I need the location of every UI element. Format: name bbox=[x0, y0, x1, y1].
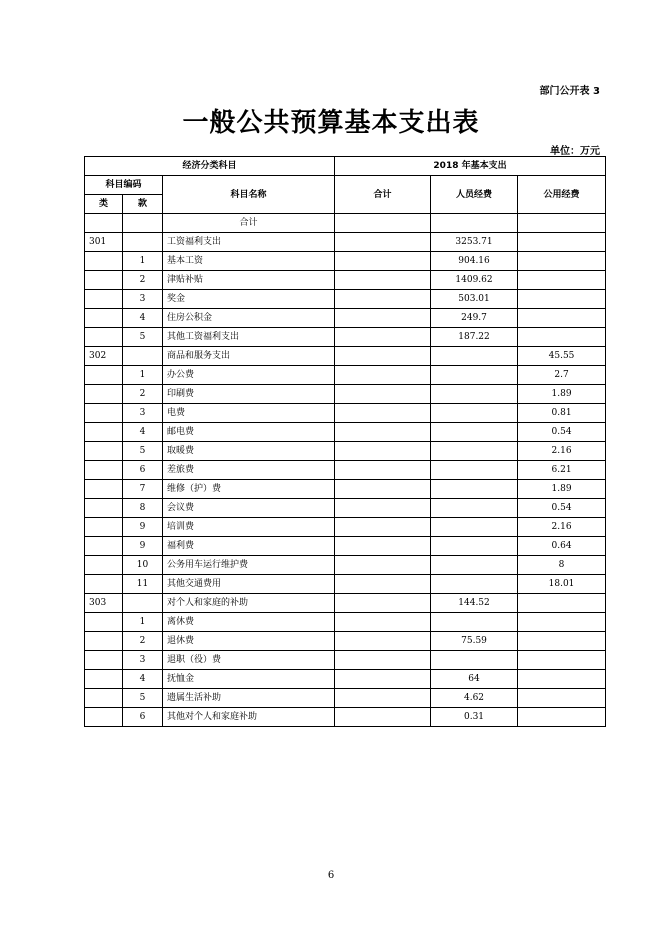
cell-kuan: 3 bbox=[123, 404, 163, 423]
cell-public bbox=[518, 233, 606, 252]
cell-kuan: 5 bbox=[123, 689, 163, 708]
cell-name: 电费 bbox=[163, 404, 335, 423]
cell-kuan: 8 bbox=[123, 499, 163, 518]
cell-personnel bbox=[431, 480, 518, 499]
cell-name: 抚恤金 bbox=[163, 670, 335, 689]
cell-total bbox=[335, 499, 431, 518]
cell-personnel: 3253.71 bbox=[431, 233, 518, 252]
cell-public: 0.54 bbox=[518, 423, 606, 442]
cell-personnel: 4.62 bbox=[431, 689, 518, 708]
table-row bbox=[85, 290, 606, 309]
cell-total bbox=[335, 537, 431, 556]
table-tag: 部门公开表 3 bbox=[539, 86, 600, 97]
cell-kuan: 4 bbox=[123, 670, 163, 689]
table-row bbox=[85, 575, 606, 594]
cell-public bbox=[518, 309, 606, 328]
cell-personnel: 503.01 bbox=[431, 290, 518, 309]
cell-kuan bbox=[123, 233, 163, 252]
cell-lei bbox=[85, 290, 123, 309]
cell-public bbox=[518, 290, 606, 309]
cell-total bbox=[335, 347, 431, 366]
cell-personnel bbox=[431, 404, 518, 423]
cell-name: 取暖费 bbox=[163, 442, 335, 461]
cell-personnel: 64 bbox=[431, 670, 518, 689]
table-row bbox=[85, 328, 606, 347]
cell-personnel bbox=[431, 347, 518, 366]
cell-total bbox=[335, 423, 431, 442]
table-row bbox=[85, 461, 606, 480]
header-kuan: 款 bbox=[123, 195, 163, 214]
cell-total bbox=[335, 366, 431, 385]
header-code: 科目编码 bbox=[85, 176, 163, 195]
cell-total bbox=[335, 670, 431, 689]
cell-public bbox=[518, 252, 606, 271]
cell-kuan: 2 bbox=[123, 385, 163, 404]
table-row bbox=[85, 309, 606, 328]
cell-total bbox=[335, 290, 431, 309]
cell-personnel bbox=[431, 366, 518, 385]
table-row bbox=[85, 651, 606, 670]
cell-kuan: 4 bbox=[123, 423, 163, 442]
cell-name: 退职（役）费 bbox=[163, 651, 335, 670]
table-row bbox=[85, 271, 606, 290]
cell-personnel: 249.7 bbox=[431, 309, 518, 328]
cell-personnel: 75.59 bbox=[431, 632, 518, 651]
cell-kuan: 11 bbox=[123, 575, 163, 594]
cell-total bbox=[335, 480, 431, 499]
cell-public: 2.16 bbox=[518, 442, 606, 461]
table-row bbox=[85, 670, 606, 689]
cell-lei bbox=[85, 632, 123, 651]
total-total bbox=[335, 214, 431, 233]
cell-personnel: 904.16 bbox=[431, 252, 518, 271]
table-row bbox=[85, 442, 606, 461]
cell-lei bbox=[85, 252, 123, 271]
header-total: 合计 bbox=[335, 176, 431, 214]
cell-personnel: 1409.62 bbox=[431, 271, 518, 290]
cell-total bbox=[335, 689, 431, 708]
cell-name: 福利费 bbox=[163, 537, 335, 556]
table-row bbox=[85, 518, 606, 537]
cell-kuan: 3 bbox=[123, 651, 163, 670]
cell-lei bbox=[85, 309, 123, 328]
cell-lei: 301 bbox=[85, 233, 123, 252]
cell-kuan: 1 bbox=[123, 613, 163, 632]
cell-name: 会议费 bbox=[163, 499, 335, 518]
cell-personnel bbox=[431, 613, 518, 632]
cell-name: 差旅费 bbox=[163, 461, 335, 480]
cell-lei bbox=[85, 385, 123, 404]
cell-personnel bbox=[431, 651, 518, 670]
cell-public bbox=[518, 708, 606, 727]
cell-name: 工资福利支出 bbox=[163, 233, 335, 252]
cell-public bbox=[518, 328, 606, 347]
header-public: 公用经费 bbox=[518, 176, 606, 214]
cell-total bbox=[335, 328, 431, 347]
cell-name: 印刷费 bbox=[163, 385, 335, 404]
budget-table bbox=[84, 156, 606, 727]
cell-total bbox=[335, 271, 431, 290]
cell-total bbox=[335, 651, 431, 670]
cell-public: 0.81 bbox=[518, 404, 606, 423]
cell-name: 维修（护）费 bbox=[163, 480, 335, 499]
table-row bbox=[85, 385, 606, 404]
cell-public: 2.7 bbox=[518, 366, 606, 385]
table-row bbox=[85, 252, 606, 271]
cell-lei bbox=[85, 708, 123, 727]
cell-public bbox=[518, 651, 606, 670]
cell-personnel bbox=[431, 537, 518, 556]
cell-total bbox=[335, 404, 431, 423]
cell-kuan: 2 bbox=[123, 632, 163, 651]
table-row bbox=[85, 556, 606, 575]
table-row bbox=[85, 423, 606, 442]
cell-kuan: 5 bbox=[123, 328, 163, 347]
cell-lei bbox=[85, 651, 123, 670]
cell-name: 其他对个人和家庭补助 bbox=[163, 708, 335, 727]
cell-kuan: 9 bbox=[123, 537, 163, 556]
cell-lei bbox=[85, 404, 123, 423]
table-row bbox=[85, 366, 606, 385]
table-row bbox=[85, 404, 606, 423]
table-row bbox=[85, 347, 606, 366]
cell-personnel bbox=[431, 575, 518, 594]
cell-kuan: 3 bbox=[123, 290, 163, 309]
cell-public: 1.89 bbox=[518, 385, 606, 404]
page-title: 一般公共预算基本支出表 bbox=[182, 108, 480, 138]
cell-personnel bbox=[431, 442, 518, 461]
cell-lei: 302 bbox=[85, 347, 123, 366]
cell-name: 退休费 bbox=[163, 632, 335, 651]
cell-public bbox=[518, 613, 606, 632]
cell-kuan: 10 bbox=[123, 556, 163, 575]
total-row bbox=[85, 214, 606, 233]
cell-lei bbox=[85, 613, 123, 632]
cell-public: 2.16 bbox=[518, 518, 606, 537]
cell-name: 离休费 bbox=[163, 613, 335, 632]
header-year-spend: 2018 年基本支出 bbox=[335, 157, 606, 176]
cell-kuan: 1 bbox=[123, 366, 163, 385]
cell-kuan bbox=[123, 347, 163, 366]
cell-name: 办公费 bbox=[163, 366, 335, 385]
cell-kuan: 5 bbox=[123, 442, 163, 461]
cell-public: 0.54 bbox=[518, 499, 606, 518]
cell-name: 住房公积金 bbox=[163, 309, 335, 328]
cell-public: 6.21 bbox=[518, 461, 606, 480]
cell-public: 8 bbox=[518, 556, 606, 575]
cell-kuan: 1 bbox=[123, 252, 163, 271]
cell-total bbox=[335, 233, 431, 252]
cell-personnel bbox=[431, 423, 518, 442]
cell-lei bbox=[85, 575, 123, 594]
cell-name: 商品和服务支出 bbox=[163, 347, 335, 366]
cell-name: 邮电费 bbox=[163, 423, 335, 442]
cell-lei bbox=[85, 423, 123, 442]
cell-lei bbox=[85, 518, 123, 537]
total-public bbox=[518, 214, 606, 233]
header-econ-class: 经济分类科目 bbox=[85, 157, 335, 176]
cell-total bbox=[335, 461, 431, 480]
table-row bbox=[85, 537, 606, 556]
cell-public bbox=[518, 689, 606, 708]
total-label: 合计 bbox=[163, 214, 335, 233]
cell-kuan: 2 bbox=[123, 271, 163, 290]
cell-kuan: 6 bbox=[123, 461, 163, 480]
cell-total bbox=[335, 594, 431, 613]
cell-lei bbox=[85, 461, 123, 480]
cell-name: 公务用车运行维护费 bbox=[163, 556, 335, 575]
cell-name: 其他工资福利支出 bbox=[163, 328, 335, 347]
cell-name: 其他交通费用 bbox=[163, 575, 335, 594]
cell-public: 1.89 bbox=[518, 480, 606, 499]
cell-name: 基本工资 bbox=[163, 252, 335, 271]
header-personnel: 人员经费 bbox=[431, 176, 518, 214]
cell-name: 培训费 bbox=[163, 518, 335, 537]
cell-lei bbox=[85, 537, 123, 556]
cell-name: 奖金 bbox=[163, 290, 335, 309]
cell-personnel bbox=[431, 461, 518, 480]
cell-kuan: 6 bbox=[123, 708, 163, 727]
total-kuan bbox=[123, 214, 163, 233]
header-lei: 类 bbox=[85, 195, 123, 214]
cell-personnel bbox=[431, 499, 518, 518]
table-row bbox=[85, 480, 606, 499]
cell-total bbox=[335, 442, 431, 461]
cell-total bbox=[335, 518, 431, 537]
header-row-2 bbox=[85, 176, 606, 195]
cell-lei bbox=[85, 271, 123, 290]
cell-lei bbox=[85, 366, 123, 385]
cell-name: 对个人和家庭的补助 bbox=[163, 594, 335, 613]
cell-kuan: 9 bbox=[123, 518, 163, 537]
cell-kuan: 4 bbox=[123, 309, 163, 328]
cell-personnel bbox=[431, 385, 518, 404]
cell-lei: 303 bbox=[85, 594, 123, 613]
cell-lei bbox=[85, 689, 123, 708]
unit-label: 单位：万元 bbox=[550, 146, 600, 157]
cell-kuan: 7 bbox=[123, 480, 163, 499]
cell-total bbox=[335, 632, 431, 651]
cell-lei bbox=[85, 328, 123, 347]
total-lei bbox=[85, 214, 123, 233]
cell-public bbox=[518, 632, 606, 651]
table-row bbox=[85, 613, 606, 632]
cell-kuan bbox=[123, 594, 163, 613]
cell-total bbox=[335, 575, 431, 594]
page-number: 6 bbox=[327, 870, 335, 881]
table-row bbox=[85, 632, 606, 651]
cell-lei bbox=[85, 670, 123, 689]
cell-lei bbox=[85, 556, 123, 575]
cell-total bbox=[335, 613, 431, 632]
cell-personnel: 187.22 bbox=[431, 328, 518, 347]
cell-public bbox=[518, 594, 606, 613]
cell-lei bbox=[85, 480, 123, 499]
cell-personnel: 0.31 bbox=[431, 708, 518, 727]
cell-name: 遗属生活补助 bbox=[163, 689, 335, 708]
header-name: 科目名称 bbox=[163, 176, 335, 214]
table-row bbox=[85, 499, 606, 518]
cell-public bbox=[518, 271, 606, 290]
cell-personnel bbox=[431, 556, 518, 575]
total-personnel bbox=[431, 214, 518, 233]
cell-public: 0.64 bbox=[518, 537, 606, 556]
cell-total bbox=[335, 309, 431, 328]
cell-total bbox=[335, 556, 431, 575]
cell-total bbox=[335, 252, 431, 271]
cell-public: 45.55 bbox=[518, 347, 606, 366]
cell-personnel: 144.52 bbox=[431, 594, 518, 613]
header-row-1 bbox=[85, 157, 606, 176]
cell-lei bbox=[85, 442, 123, 461]
table-row bbox=[85, 689, 606, 708]
cell-public: 18.01 bbox=[518, 575, 606, 594]
table-row bbox=[85, 233, 606, 252]
cell-personnel bbox=[431, 518, 518, 537]
cell-public bbox=[518, 670, 606, 689]
cell-name: 津贴补贴 bbox=[163, 271, 335, 290]
table-row bbox=[85, 594, 606, 613]
cell-total bbox=[335, 708, 431, 727]
cell-lei bbox=[85, 499, 123, 518]
table-row bbox=[85, 708, 606, 727]
cell-total bbox=[335, 385, 431, 404]
